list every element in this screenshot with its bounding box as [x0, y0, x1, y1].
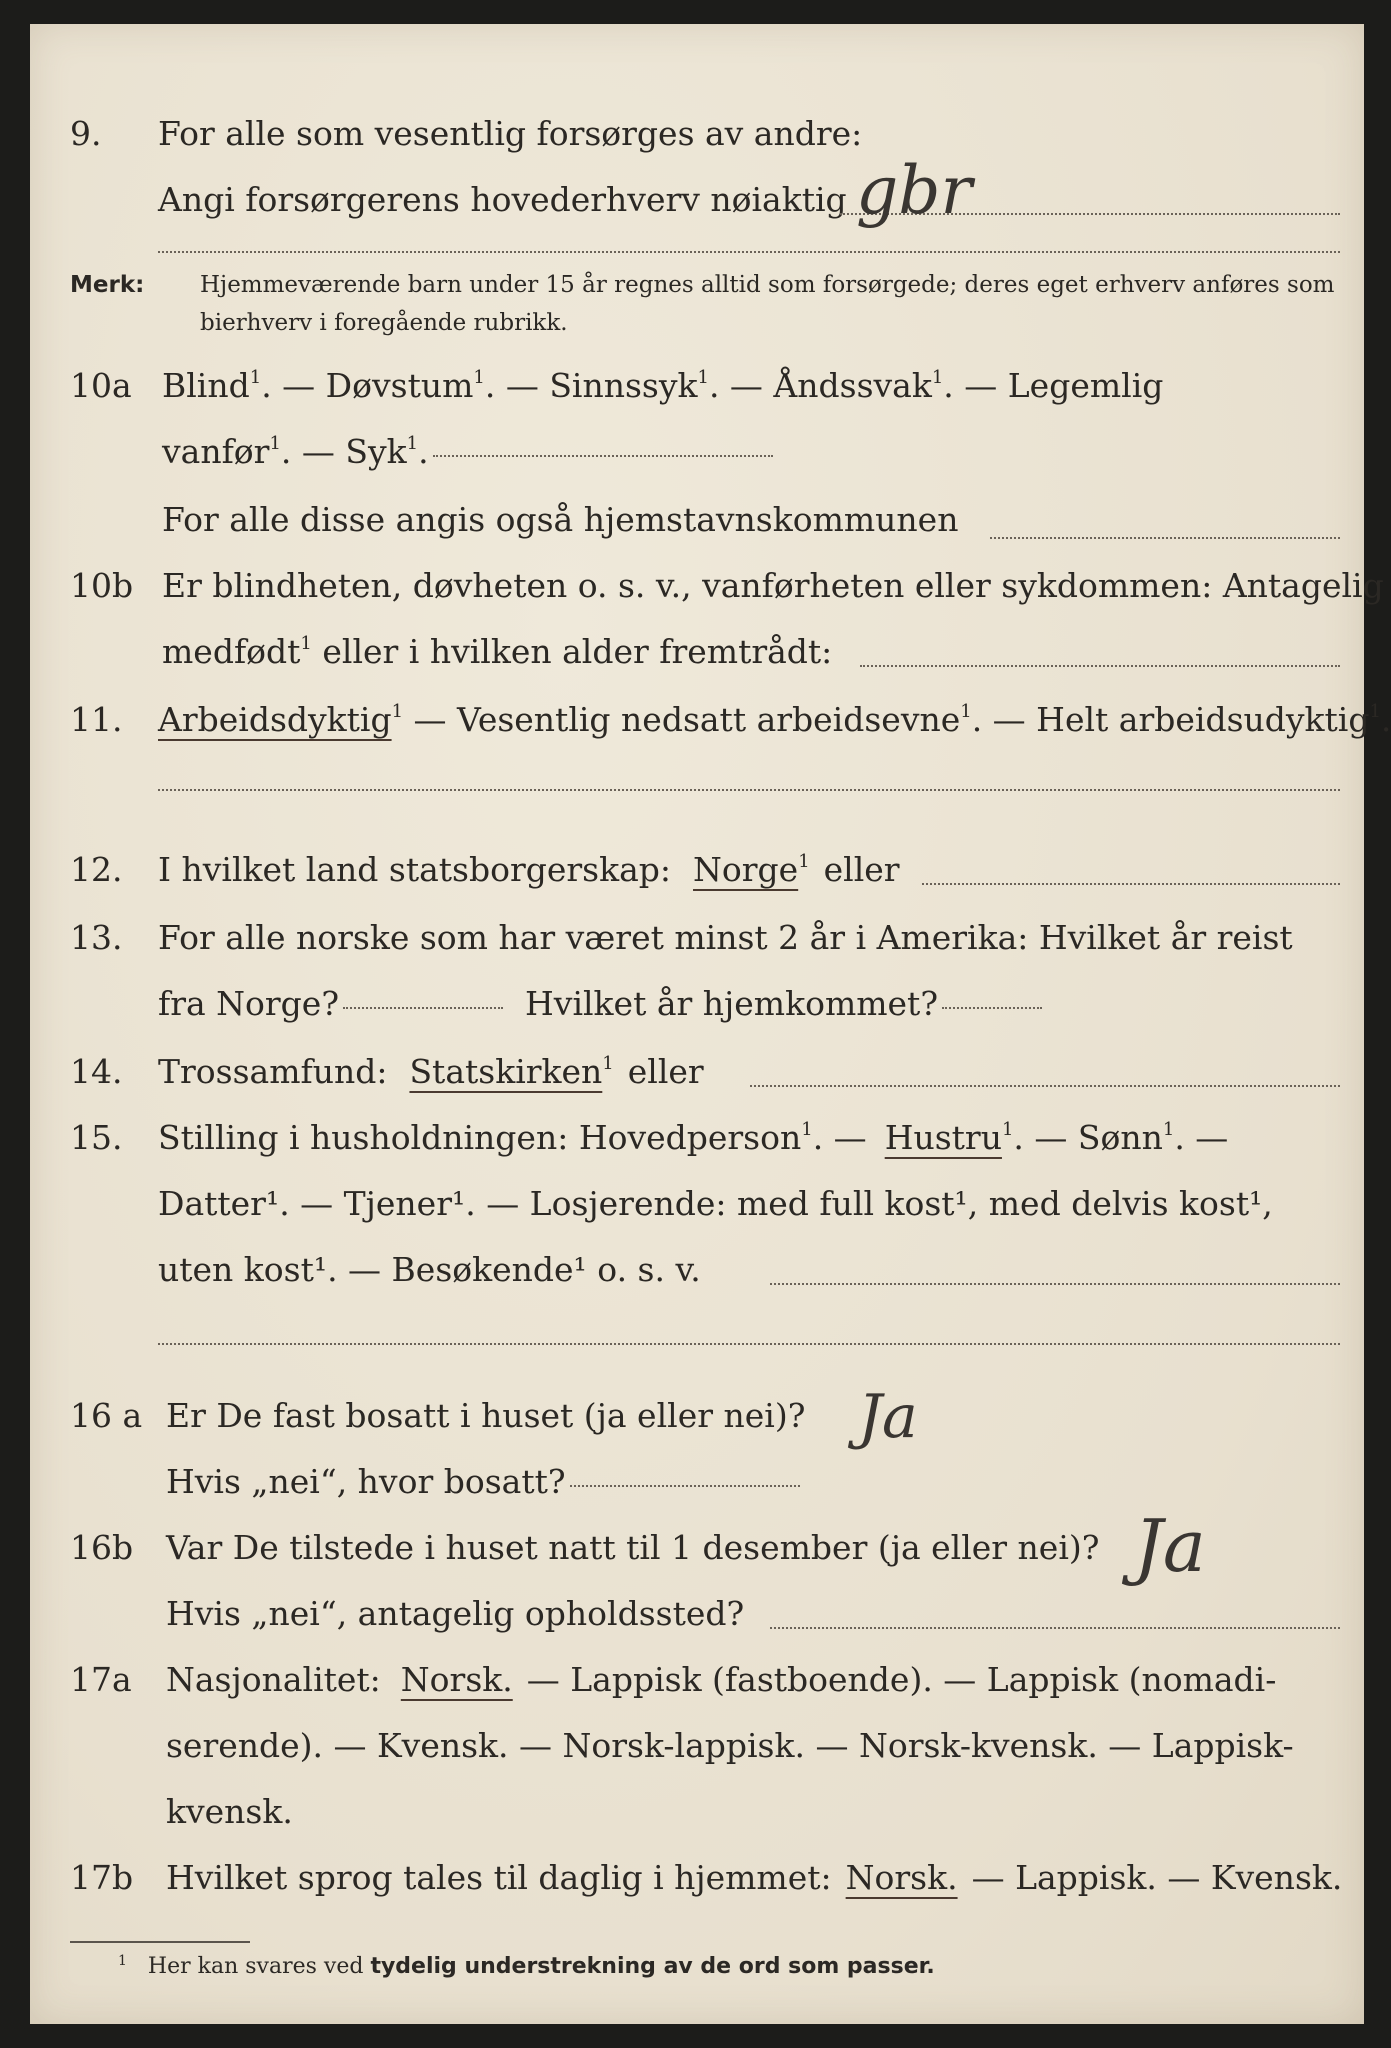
handwritten-answer-9: gbr: [856, 152, 973, 229]
option-syk[interactable]: . — Syk: [280, 432, 407, 471]
question-text: Hvilket sprog tales til daglig i hjemmet:: [166, 1858, 832, 1897]
question-13-line-1: [30, 910, 1364, 966]
footnote-mark: 1: [931, 367, 944, 388]
question-number: 14.: [70, 1052, 123, 1091]
question-text: For alle norske som har været minst 2 år i Amerika: Hvilket år reist: [158, 918, 1293, 957]
footnote-mark: 1: [1369, 701, 1381, 722]
footnote-mark: 1: [391, 701, 404, 722]
option-dovstum[interactable]: . — Døvstum: [261, 366, 474, 405]
answer-line[interactable]: [433, 454, 773, 457]
question-text: eller: [627, 1052, 704, 1091]
answer-line[interactable]: [990, 536, 1340, 539]
answer-line[interactable]: [860, 664, 1340, 667]
answer-line[interactable]: [770, 1626, 1340, 1629]
footnote-emphasis: tydelig understrekning av de ord som passer.: [370, 1954, 935, 1979]
answer-line[interactable]: [750, 1084, 1340, 1087]
punctuation: .: [1380, 700, 1391, 739]
option-nedsatt-arbeidsevne[interactable]: — Vesentlig nedsatt arbeidsevne: [403, 700, 961, 739]
footnote-mark: 1: [1001, 1119, 1014, 1140]
footnote-rule: [70, 1941, 250, 1943]
answer-line[interactable]: [158, 1342, 1340, 1345]
footnote-mark: 1: [473, 367, 485, 388]
question-10b-line-1: [30, 558, 1384, 614]
question-text: Hvis „nei“, hvor bosatt?: [166, 1462, 566, 1501]
question-text: Nasjonalitet:: [166, 1660, 381, 1699]
question-number: 17b: [70, 1858, 134, 1897]
option-legemlig[interactable]: . — Legemlig: [943, 366, 1164, 405]
option-blind[interactable]: Blind: [162, 366, 250, 405]
question-17a-options[interactable]: — Lappisk (fastboende). — Lappisk (nomadi-: [526, 1660, 1277, 1699]
question-number: 17a: [70, 1660, 132, 1699]
question-10a-line-3: [30, 492, 1364, 548]
option-statskirken-selected[interactable]: Statskirken: [409, 1052, 603, 1091]
question-15-options[interactable]: Datter¹. — Tjener¹. — Losjerende: med full kost¹, med delvis kost¹,: [158, 1184, 1273, 1223]
option-andssvak[interactable]: . — Åndssvak: [708, 366, 932, 405]
question-number: 9.: [70, 114, 102, 153]
question-15-line-3: [30, 1242, 1364, 1298]
question-9-line-1: [30, 106, 1364, 162]
question-number: 16b: [70, 1528, 134, 1567]
question-14-line-1: [30, 1044, 1364, 1100]
question-15-options[interactable]: uten kost¹. — Besøkende¹ o. s. v.: [158, 1250, 701, 1289]
option-norsk-selected[interactable]: Norsk.: [400, 1660, 513, 1699]
option-medfodt[interactable]: medfødt: [162, 632, 301, 671]
question-text: For alle som vesentlig forsørges av andre:: [158, 114, 863, 153]
question-number: 13.: [70, 918, 123, 957]
question-text: Var De tilstede i huset natt til 1 desember (ja eller nei)?: [166, 1528, 1100, 1567]
option-vanfor[interactable]: vanfør: [162, 432, 270, 471]
question-16a-line-2: [30, 1454, 1364, 1510]
question-17a-line-1: [30, 1652, 1364, 1708]
question-12-line-1: [30, 842, 1364, 898]
answer-line[interactable]: [922, 882, 1340, 885]
question-text: Hvis „nei“, antagelig opholdssted?: [166, 1594, 745, 1633]
footnote-text: Her kan svares ved: [147, 1954, 364, 1979]
question-17a-options[interactable]: kvensk.: [166, 1792, 293, 1831]
footnote-mark: 1: [118, 1953, 127, 1969]
question-10a-line-1: [30, 358, 1364, 414]
option-norge-selected[interactable]: Norge: [693, 850, 799, 889]
question-text: Er De fast bosatt i huset (ja eller nei)?: [166, 1396, 806, 1435]
question-17a-line-2: [30, 1718, 1364, 1774]
footnote-mark: 1: [249, 367, 262, 388]
question-17a-options[interactable]: serende). — Kvensk. — Norsk-lappisk. — Norsk-kvensk. — Lappisk-: [166, 1726, 1294, 1765]
question-17b-options[interactable]: — Lappisk. — Kvensk.: [971, 1858, 1343, 1897]
question-text: eller: [823, 850, 900, 889]
question-16b-line-2: [30, 1586, 1364, 1642]
footnote-mark: 1: [269, 433, 281, 454]
handwritten-answer-16b: Ja: [1134, 1504, 1206, 1588]
question-text: Hvilket år hjemkommet?: [525, 984, 939, 1023]
question-13-line-2: [30, 976, 1364, 1032]
question-text: Trossamfund:: [158, 1052, 388, 1091]
question-number: 15.: [70, 1118, 123, 1157]
question-10a-line-2: [30, 424, 1364, 480]
footnote-mark: 1: [798, 851, 810, 872]
census-form-page: [30, 24, 1391, 2024]
answer-line[interactable]: [770, 1282, 1340, 1285]
question-15-line-1: [30, 1110, 1364, 1166]
answer-line[interactable]: [570, 1484, 800, 1487]
question-16a-line-1: [30, 1388, 1364, 1444]
question-11-line-1: [30, 692, 1391, 748]
option-sinnssyk[interactable]: . — Sinnssyk: [484, 366, 698, 405]
option-arbeidsdyktig-selected[interactable]: Arbeidsdyktig: [158, 700, 392, 739]
question-text: Er blindheten, døvheten o. s. v., vanførheten eller sykdommen: Antagelig: [162, 566, 1384, 605]
option-helt-arbeidsudyktig[interactable]: . — Helt arbeidsudyktig: [971, 700, 1370, 739]
separator: . —: [812, 1118, 867, 1157]
question-text: I hvilket land statsborgerskap:: [158, 850, 672, 889]
footnote-mark: 1: [406, 433, 419, 454]
question-number: 11.: [70, 700, 123, 739]
question-number: 10a: [70, 366, 132, 405]
question-number: 16 a: [70, 1396, 143, 1435]
footnote-mark: 1: [801, 1119, 813, 1140]
question-10b-line-2: [30, 624, 1364, 680]
question-text: For alle disse angis også hjemstavnskommunen: [162, 500, 959, 539]
note-text: Hjemmeværende barn under 15 år regnes alltid som forsørgede; deres eget erhverv anføres som bierhverv i foregående rubrikk.: [200, 272, 1335, 336]
answer-line-hjemkommet[interactable]: [942, 1006, 1042, 1009]
footnote-mark: 1: [300, 633, 312, 654]
answer-line[interactable]: [158, 250, 1340, 253]
footnote-mark: 1: [697, 367, 709, 388]
note-label: Merk:: [70, 272, 145, 298]
question-text: Angi forsørgerens hovederhverv nøiaktig: [158, 180, 847, 219]
handwritten-answer-16a: Ja: [858, 1382, 918, 1452]
question-number: 10b: [70, 566, 134, 605]
question-17b-line-1: [30, 1850, 1364, 1906]
option-hovedperson[interactable]: Stilling i husholdningen: Hovedperson: [158, 1118, 802, 1157]
option-norsk-selected[interactable]: Norsk.: [845, 1858, 958, 1897]
answer-line-reist[interactable]: [343, 1006, 503, 1009]
footnote-mark: 1: [1162, 1119, 1175, 1140]
question-number: 12.: [70, 850, 123, 889]
separator: . —: [1174, 1118, 1229, 1157]
footnote-mark: 1: [602, 1053, 614, 1074]
question-text: eller i hvilken alder fremtrådt:: [311, 632, 833, 671]
question-text: fra Norge?: [158, 984, 340, 1023]
footnote: [118, 1954, 935, 1979]
question-9-line-2: [30, 172, 1364, 228]
answer-line[interactable]: [158, 788, 1340, 791]
option-sonn[interactable]: . — Sønn: [1013, 1118, 1163, 1157]
question-17a-line-3: [30, 1784, 1364, 1840]
footnote-mark: 1: [960, 701, 972, 722]
option-hustru-selected[interactable]: Hustru: [884, 1118, 1002, 1157]
question-15-line-2: [30, 1176, 1364, 1232]
punctuation: .: [418, 432, 429, 471]
